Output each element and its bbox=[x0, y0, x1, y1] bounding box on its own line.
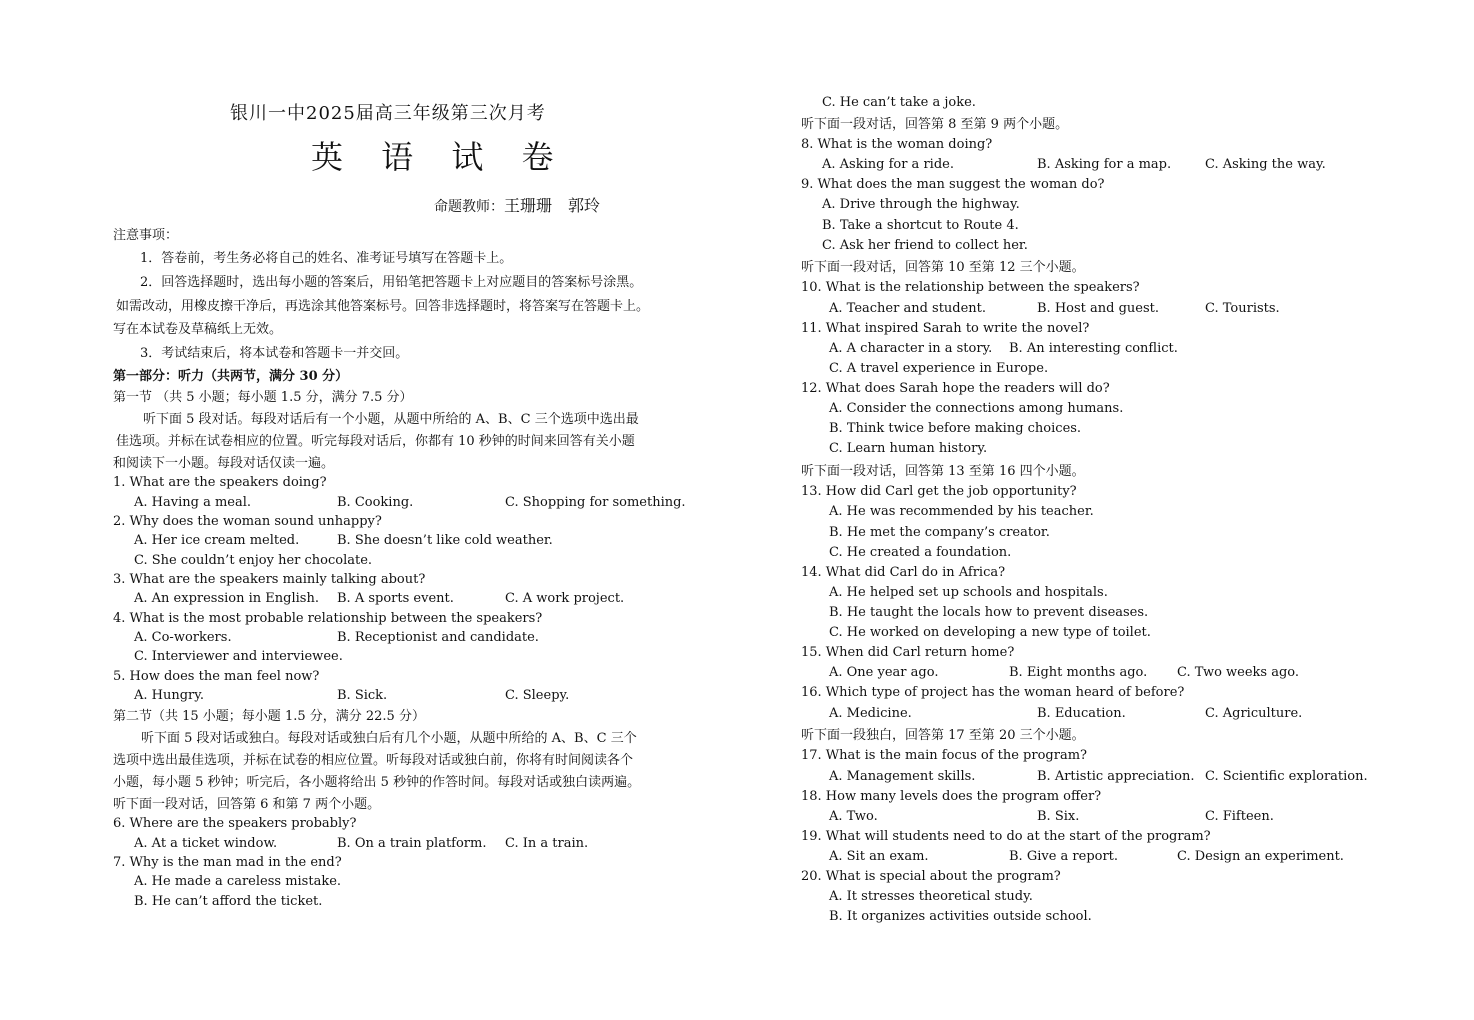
option-c: C. Sleepy. bbox=[505, 688, 570, 703]
option-b: B. Artistic appreciation. bbox=[1037, 769, 1195, 784]
option-b: B. Receptionist and candidate. bbox=[337, 630, 539, 645]
section1-heading: 第一节 （共 5 小题；每小题 1.5 分，满分 7.5 分） bbox=[113, 390, 413, 405]
question-stem: 7. Why is the man mad in the end? bbox=[113, 855, 342, 870]
option-c: C. He created a foundation. bbox=[829, 545, 1012, 560]
question-stem: 18. How many levels does the program offer? bbox=[801, 789, 1102, 804]
option-a: A. Her ice cream melted. bbox=[134, 533, 300, 548]
option-c: C. Scientific exploration. bbox=[1205, 769, 1368, 784]
notes-item-2-line-2: 如需改动，用橡皮擦干净后，再选涂其他答案标号。回答非选择题时，将答案写在答题卡上。 bbox=[116, 299, 650, 314]
option-a: A. A character in a story. bbox=[829, 341, 993, 356]
notes-item-2-line-3: 写在本试卷及草稿纸上无效。 bbox=[113, 322, 283, 337]
option-c: C. Interviewer and interviewee. bbox=[134, 649, 343, 664]
option-a: A. Having a meal. bbox=[134, 495, 252, 510]
option-c: C. Agriculture. bbox=[1205, 706, 1303, 721]
subject-title: 英 语 试 卷 bbox=[311, 138, 568, 176]
question-stem: 8. What is the woman doing? bbox=[801, 137, 993, 152]
section1-instruction-line-1: 听下面 5 段对话。每段对话后有一个小题，从题中所给的 A、B、C 三个选项中选出最 bbox=[143, 412, 639, 427]
option-b: B. Asking for a map. bbox=[1037, 157, 1172, 172]
option-a: A. An expression in English. bbox=[134, 591, 319, 606]
option-a: A. It stresses theoretical study. bbox=[829, 889, 1033, 904]
part1-heading: 第一部分：听力（共两节，满分 30 分） bbox=[113, 369, 349, 384]
option-b: B. A sports event. bbox=[337, 591, 454, 606]
option-c: C. Design an experiment. bbox=[1177, 849, 1344, 864]
option-a: A. Teacher and student. bbox=[829, 301, 987, 316]
author-names: 王珊珊 郭玲 bbox=[504, 196, 601, 215]
option-b: B. Give a report. bbox=[1009, 849, 1119, 864]
notes-item-3: 3．考试结束后，将本试卷和答题卡一并交回。 bbox=[140, 346, 409, 361]
option-a: A. Hungry. bbox=[134, 688, 205, 703]
question-stem: 11. What inspired Sarah to write the novel? bbox=[801, 321, 1090, 336]
option-c: C. Two weeks ago. bbox=[1177, 665, 1300, 680]
question-stem: 13. How did Carl get the job opportunity? bbox=[801, 484, 1077, 499]
option-a: A. He was recommended by his teacher. bbox=[829, 504, 1094, 519]
option-b: B. Six. bbox=[1037, 809, 1080, 824]
option-b: B. An interesting conflict. bbox=[1009, 341, 1178, 356]
option-c: C. Asking the way. bbox=[1205, 157, 1326, 172]
option-c: C. He can’t take a joke. bbox=[822, 95, 976, 110]
question-stem: 5. How does the man feel now? bbox=[113, 669, 320, 684]
notes-item-2-line-1: 2．回答选择题时，选出每小题的答案后，用铅笔把答题卡上对应题目的答案标号涂黑。 bbox=[140, 275, 643, 290]
option-b: B. It organizes activities outside school. bbox=[829, 909, 1092, 924]
option-b: B. He taught the locals how to prevent diseases. bbox=[829, 605, 1149, 620]
option-b: B. She doesn’t like cold weather. bbox=[337, 533, 553, 548]
option-a: A. At a ticket window. bbox=[134, 836, 278, 851]
option-a: A. Drive through the highway. bbox=[822, 197, 1020, 212]
option-b: B. Think twice before making choices. bbox=[829, 421, 1082, 436]
question-stem: 20. What is special about the program? bbox=[801, 869, 1061, 884]
option-b: B. He can’t afford the ticket. bbox=[134, 894, 323, 909]
notes-heading: 注意事项： bbox=[113, 228, 179, 243]
option-c: C. Shopping for something. bbox=[505, 495, 686, 510]
option-a: A. He made a careless mistake. bbox=[134, 874, 342, 889]
option-c: C. Fifteen. bbox=[1205, 809, 1274, 824]
option-b: B. Host and guest. bbox=[1037, 301, 1160, 316]
instruction-q10-q12: 听下面一段对话，回答第 10 至第 12 三个小题。 bbox=[801, 260, 1085, 275]
option-c: C. She couldn’t enjoy her chocolate. bbox=[134, 553, 373, 568]
option-b: B. Sick. bbox=[337, 688, 388, 703]
option-c: C. In a train. bbox=[505, 836, 589, 851]
option-b: B. Cooking. bbox=[337, 495, 414, 510]
instruction-q13-q16: 听下面一段对话，回答第 13 至第 16 四个小题。 bbox=[801, 464, 1085, 479]
option-b: B. On a train platform. bbox=[337, 836, 487, 851]
option-b: B. Eight months ago. bbox=[1009, 665, 1148, 680]
question-stem: 16. Which type of project has the woman heard of before? bbox=[801, 685, 1185, 700]
option-a: A. Two. bbox=[829, 809, 878, 824]
section1-instruction-line-3: 和阅读下一小题。每段对话仅读一遍。 bbox=[113, 456, 335, 471]
option-c: C. A work project. bbox=[505, 591, 625, 606]
option-a: A. Management skills. bbox=[829, 769, 976, 784]
option-a: A. Asking for a ride. bbox=[822, 157, 954, 172]
section2-instruction-line-3: 小题，每小题 5 秒钟；听完后，各小题将给出 5 秒钟的作答时间。每段对话或独白读两遍。 bbox=[113, 775, 641, 790]
question-stem: 6. Where are the speakers probably? bbox=[113, 816, 357, 831]
author-line bbox=[434, 193, 600, 216]
question-stem: 17. What is the main focus of the program? bbox=[801, 748, 1088, 763]
question-stem: 15. When did Carl return home? bbox=[801, 645, 1015, 660]
option-c: C. He worked on developing a new type of toilet. bbox=[829, 625, 1151, 640]
instruction-q8-q9: 听下面一段对话，回答第 8 至第 9 两个小题。 bbox=[801, 117, 1069, 132]
option-c: C. Tourists. bbox=[1205, 301, 1280, 316]
question-stem: 19. What will students need to do at the start of the program? bbox=[801, 829, 1211, 844]
question-stem: 10. What is the relationship between the speakers? bbox=[801, 280, 1140, 295]
option-b: B. Education. bbox=[1037, 706, 1126, 721]
option-a: A. Consider the connections among humans. bbox=[829, 401, 1124, 416]
instruction-q6-q7: 听下面一段对话，回答第 6 和第 7 两个小题。 bbox=[113, 797, 381, 812]
option-a: A. Co-workers. bbox=[134, 630, 232, 645]
option-a: A. One year ago. bbox=[829, 665, 939, 680]
instruction-q17-q20: 听下面一段独白，回答第 17 至第 20 三个小题。 bbox=[801, 728, 1085, 743]
author-label: 命题教师： bbox=[434, 199, 504, 215]
question-stem: 2. Why does the woman sound unhappy? bbox=[113, 514, 382, 529]
section2-instruction-line-2: 选项中选出最佳选项，并标在试卷的相应位置。听每段对话或独白前，你将有时间阅读各个 bbox=[113, 753, 634, 768]
option-c: C. A travel experience in Europe. bbox=[829, 361, 1049, 376]
question-stem: 4. What is the most probable relationship between the speakers? bbox=[113, 611, 543, 626]
question-stem: 9. What does the man suggest the woman do? bbox=[801, 177, 1105, 192]
option-b: B. Take a shortcut to Route 4. bbox=[822, 218, 1019, 233]
question-stem: 14. What did Carl do in Africa? bbox=[801, 565, 1006, 580]
question-stem: 3. What are the speakers mainly talking about? bbox=[113, 572, 426, 587]
question-stem: 12. What does Sarah hope the readers will do? bbox=[801, 381, 1110, 396]
notes-item-1: 1．答卷前，考生务必将自己的姓名、准考证号填写在答题卡上。 bbox=[140, 251, 513, 266]
section2-instruction-line-1: 听下面 5 段对话或独白。每段对话或独白后有几个小题，从题中所给的 A、B、C 三个 bbox=[141, 731, 637, 746]
exam-title: 银川一中2025届高三年级第三次月考 bbox=[230, 103, 546, 124]
question-stem: 1. What are the speakers doing? bbox=[113, 475, 327, 490]
option-b: B. He met the company’s creator. bbox=[829, 525, 1050, 540]
section1-instruction-line-2: 佳选项。并标在试卷相应的位置。听完每段对话后，你都有 10 秒钟的时间来回答有关小题 bbox=[116, 434, 635, 449]
section2-heading: 第二节（共 15 小题；每小题 1.5 分，满分 22.5 分） bbox=[113, 709, 425, 724]
option-a: A. Medicine. bbox=[829, 706, 912, 721]
option-a: A. Sit an exam. bbox=[829, 849, 929, 864]
option-c: C. Ask her friend to collect her. bbox=[822, 238, 1028, 253]
option-c: C. Learn human history. bbox=[829, 441, 988, 456]
option-a: A. He helped set up schools and hospitals. bbox=[829, 585, 1108, 600]
